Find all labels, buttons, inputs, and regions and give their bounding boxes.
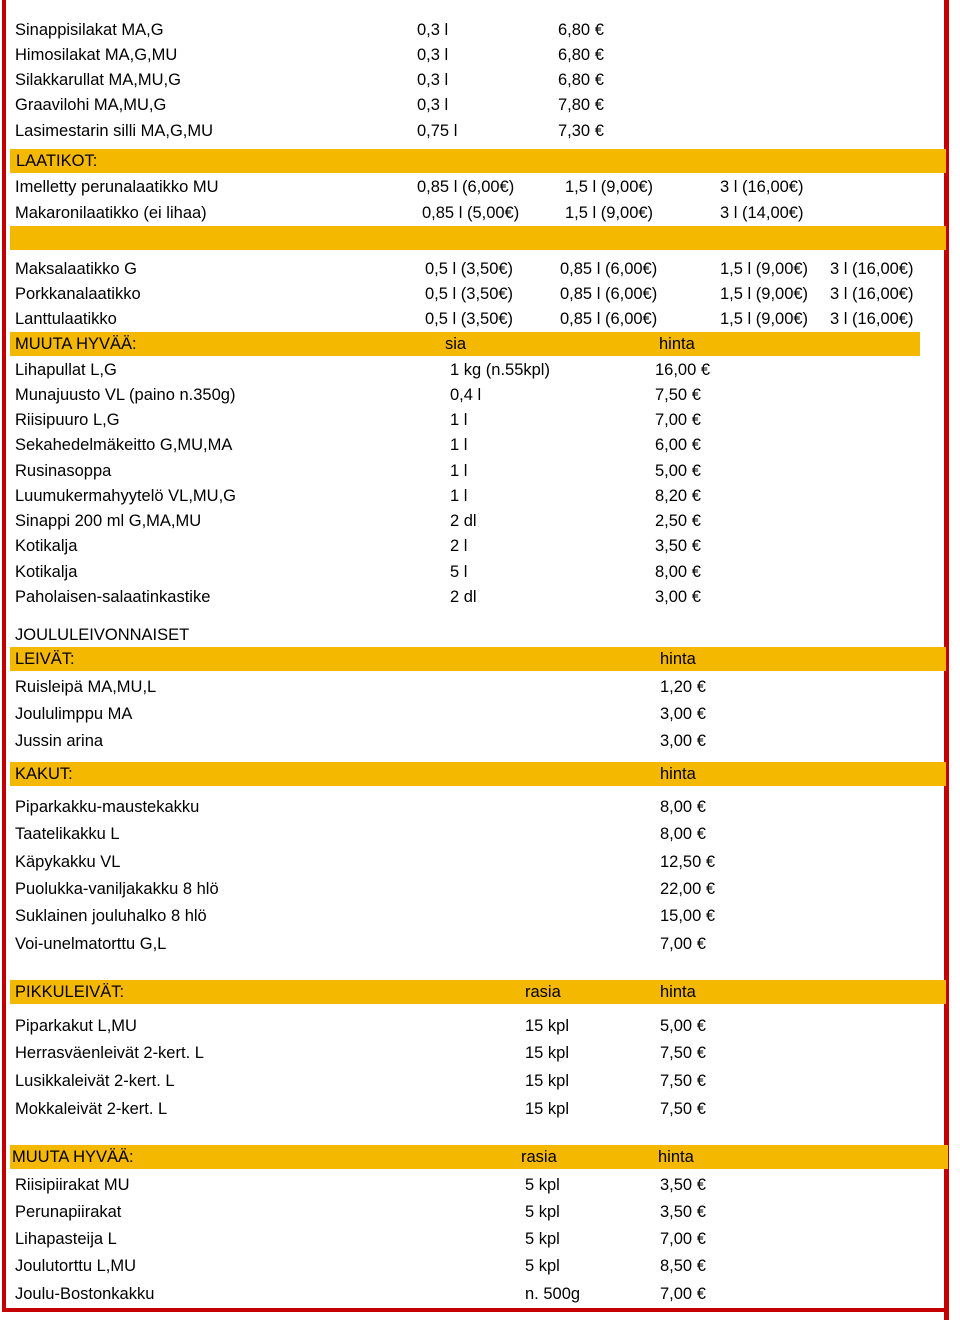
list-item xyxy=(0,201,960,225)
item-name: Lusikkaleivät 2-kert. L xyxy=(15,1072,175,1090)
section-header-muuta-hyvaa-2 xyxy=(10,1145,948,1169)
section-title: MUUTA HYVÄÄ: xyxy=(15,335,137,353)
item-size: 0,3 l xyxy=(417,46,449,64)
item-price: 8,20 € xyxy=(655,487,701,505)
item-size: 5 kpl xyxy=(525,1203,560,1221)
list-item xyxy=(0,1227,960,1251)
item-price: 3,50 € xyxy=(655,537,701,555)
item-size: 2 dl xyxy=(450,512,477,530)
section-header-kakut xyxy=(10,762,946,786)
item-size-price: 3 l (14,00€) xyxy=(720,204,804,222)
list-item xyxy=(0,702,960,726)
item-name: Taatelikakku L xyxy=(15,825,120,843)
item-price: 7,50 € xyxy=(660,1072,706,1090)
list-item xyxy=(0,534,960,558)
list-item xyxy=(0,1200,960,1224)
item-name: Imelletty perunalaatikko MU xyxy=(15,178,219,196)
list-item xyxy=(0,433,960,457)
list-item xyxy=(0,850,960,874)
list-item xyxy=(0,68,960,92)
item-size: 0,3 l xyxy=(417,96,449,114)
item-size: 1 l xyxy=(450,436,468,454)
list-item xyxy=(0,509,960,533)
item-name: Lihapasteija L xyxy=(15,1230,117,1248)
item-size: 1 l xyxy=(450,462,468,480)
item-size: 15 kpl xyxy=(525,1072,570,1090)
item-size-price: 0,85 l (6,00€) xyxy=(560,285,658,303)
item-name: Joululimppu MA xyxy=(15,705,133,723)
list-item xyxy=(0,282,960,306)
item-price: 6,00 € xyxy=(655,436,701,454)
list-item xyxy=(0,484,960,508)
section-title: JOULULEIVONNAISET xyxy=(15,626,190,644)
item-name: Silakkarullat MA,MU,G xyxy=(15,71,181,89)
item-name: Luumukermahyytelö VL,MU,G xyxy=(15,487,237,505)
item-size: 1 kg (n.55kpl) xyxy=(450,361,550,379)
item-price: 2,50 € xyxy=(655,512,701,530)
item-name: Kotikalja xyxy=(15,537,78,555)
section-title: KAKUT: xyxy=(15,765,73,783)
item-price: 3,50 € xyxy=(660,1203,706,1221)
item-size: 2 dl xyxy=(450,588,477,606)
list-item xyxy=(0,1041,960,1065)
section-title: PIKKULEIVÄT: xyxy=(15,983,125,1001)
item-name: Kotikalja xyxy=(15,563,78,581)
item-price: 3,00 € xyxy=(660,705,706,723)
item-price: 22,00 € xyxy=(660,880,716,898)
item-price: 7,50 € xyxy=(660,1100,706,1118)
list-item xyxy=(0,408,960,432)
item-price: 6,80 € xyxy=(558,21,604,39)
item-name: Lanttulaatikko xyxy=(15,310,117,328)
list-item xyxy=(0,43,960,67)
item-size-price: 0,5 l (3,50€) xyxy=(425,285,514,303)
item-price: 7,00 € xyxy=(660,1285,706,1303)
item-size-price: 1,5 l (9,00€) xyxy=(720,285,809,303)
item-price: 7,80 € xyxy=(558,96,604,114)
item-size: n. 500g xyxy=(525,1285,581,1303)
list-item xyxy=(0,932,960,956)
list-item xyxy=(0,459,960,483)
item-size: 15 kpl xyxy=(525,1044,570,1062)
item-price: 8,00 € xyxy=(655,563,701,581)
item-name: Jussin arina xyxy=(15,732,104,750)
item-price: 3,50 € xyxy=(660,1176,706,1194)
item-name: Joulu-Bostonkakku xyxy=(15,1285,155,1303)
item-size: 15 kpl xyxy=(525,1017,570,1035)
item-price: 5,00 € xyxy=(655,462,701,480)
item-price: 12,50 € xyxy=(660,853,716,871)
item-name: Herrasväenleivät 2-kert. L xyxy=(15,1044,204,1062)
column-header-price: hinta xyxy=(660,650,696,668)
item-price: 7,00 € xyxy=(660,935,706,953)
item-size: 5 kpl xyxy=(525,1176,560,1194)
item-name: Käpykakku VL xyxy=(15,853,121,871)
item-size: 5 kpl xyxy=(525,1257,560,1275)
item-price: 8,50 € xyxy=(660,1257,706,1275)
column-header-size: sia xyxy=(445,335,467,353)
item-size-price: 3 l (16,00€) xyxy=(830,285,914,303)
list-item xyxy=(0,307,960,331)
item-size: 0,75 l xyxy=(417,122,458,140)
item-name: Riisipiirakat MU xyxy=(15,1176,130,1194)
list-item xyxy=(0,119,960,143)
item-name: Lihapullat L,G xyxy=(15,361,117,379)
item-size: 0,4 l xyxy=(450,386,482,404)
item-size-price: 0,85 l (6,00€) xyxy=(560,310,658,328)
item-name: Ruisleipä MA,MU,L xyxy=(15,678,157,696)
item-price: 5,00 € xyxy=(660,1017,706,1035)
list-item xyxy=(0,1254,960,1278)
item-size: 1 l xyxy=(450,487,468,505)
column-header-price: hinta xyxy=(658,1148,694,1166)
item-name: Lasimestarin silli MA,G,MU xyxy=(15,122,214,140)
column-header-price: hinta xyxy=(660,765,696,783)
item-size-price: 1,5 l (9,00€) xyxy=(720,310,809,328)
item-name: Piparkakku-maustekakku xyxy=(15,798,200,816)
item-name: Voi-unelmatorttu G,L xyxy=(15,935,167,953)
item-size-price: 1,5 l (9,00€) xyxy=(720,260,809,278)
list-item xyxy=(0,1069,960,1093)
item-name: Himosilakat MA,G,MU xyxy=(15,46,178,64)
item-price: 8,00 € xyxy=(660,825,706,843)
list-item xyxy=(0,1014,960,1038)
item-price: 3,00 € xyxy=(655,588,701,606)
column-header-size: rasia xyxy=(521,1148,557,1166)
list-item xyxy=(0,1173,960,1197)
section-title: MUUTA HYVÄÄ: xyxy=(12,1148,134,1166)
list-item xyxy=(0,175,960,199)
item-name: Sekahedelmäkeitto G,MU,MA xyxy=(15,436,233,454)
list-item xyxy=(0,585,960,609)
item-name: Riisipuuro L,G xyxy=(15,411,120,429)
section-title: LEIVÄT: xyxy=(15,650,75,668)
red-frame-bottom-border xyxy=(2,1308,949,1312)
item-size: 0,3 l xyxy=(417,21,449,39)
section-header-pikkuleivat xyxy=(10,980,946,1004)
list-item xyxy=(0,795,960,819)
item-size-price: 0,85 l (6,00€) xyxy=(417,178,515,196)
list-item xyxy=(0,1097,960,1121)
item-name: Suklainen jouluhalko 8 hlö xyxy=(15,907,207,925)
list-item xyxy=(0,729,960,753)
list-item xyxy=(0,560,960,584)
item-size-price: 3 l (16,00€) xyxy=(830,260,914,278)
item-price: 6,80 € xyxy=(558,46,604,64)
item-price: 7,30 € xyxy=(558,122,604,140)
item-size-price: 0,5 l (3,50€) xyxy=(425,260,514,278)
item-name: Graavilohi MA,MU,G xyxy=(15,96,167,114)
item-price: 3,00 € xyxy=(660,732,706,750)
item-size: 5 l xyxy=(450,563,468,581)
item-name: Joulutorttu L,MU xyxy=(15,1257,137,1275)
item-name: Sinappisilakat MA,G xyxy=(15,21,164,39)
list-item xyxy=(0,1282,960,1306)
list-item xyxy=(0,675,960,699)
item-name: Puolukka-vaniljakakku 8 hlö xyxy=(15,880,219,898)
item-size: 5 kpl xyxy=(525,1230,560,1248)
column-header-size: rasia xyxy=(525,983,561,1001)
item-price: 7,50 € xyxy=(660,1044,706,1062)
list-item xyxy=(0,257,960,281)
item-size-price: 1,5 l (9,00€) xyxy=(565,178,654,196)
item-name: Piparkakut L,MU xyxy=(15,1017,137,1035)
item-name: Maksalaatikko G xyxy=(15,260,137,278)
section-header-laatikot xyxy=(10,149,946,173)
item-price: 7,00 € xyxy=(655,411,701,429)
column-header-price: hinta xyxy=(660,983,696,1001)
section-title-row xyxy=(0,623,960,647)
item-name: Paholaisen-salaatinkastike xyxy=(15,588,211,606)
item-name: Perunapiirakat xyxy=(15,1203,122,1221)
column-header-price: hinta xyxy=(659,335,695,353)
item-price: 6,80 € xyxy=(558,71,604,89)
list-item xyxy=(0,18,960,42)
item-size-price: 3 l (16,00€) xyxy=(720,178,804,196)
item-size-price: 0,85 l (6,00€) xyxy=(560,260,658,278)
item-name: Munajuusto VL (paino n.350g) xyxy=(15,386,236,404)
item-name: Porkkanalaatikko xyxy=(15,285,141,303)
item-size-price: 0,5 l (3,50€) xyxy=(425,310,514,328)
item-name: Makaronilaatikko (ei lihaa) xyxy=(15,204,207,222)
item-price: 7,00 € xyxy=(660,1230,706,1248)
item-size-price: 0,85 l (5,00€) xyxy=(422,204,520,222)
list-item xyxy=(0,822,960,846)
item-name: Mokkaleivät 2-kert. L xyxy=(15,1100,168,1118)
section-title: LAATIKOT: xyxy=(16,152,98,170)
item-price: 15,00 € xyxy=(660,907,716,925)
item-name: Sinappi 200 ml G,MA,MU xyxy=(15,512,202,530)
item-size: 1 l xyxy=(450,411,468,429)
section-header-muuta-hyvaa xyxy=(10,332,920,356)
item-price: 16,00 € xyxy=(655,361,711,379)
item-size: 0,3 l xyxy=(417,71,449,89)
list-item xyxy=(0,383,960,407)
item-size-price: 3 l (16,00€) xyxy=(830,310,914,328)
list-item xyxy=(0,904,960,928)
item-size: 15 kpl xyxy=(525,1100,570,1118)
list-item xyxy=(0,358,960,382)
item-price: 1,20 € xyxy=(660,678,706,696)
section-header-leivat xyxy=(10,647,946,671)
list-item xyxy=(0,877,960,901)
item-size: 2 l xyxy=(450,537,468,555)
item-size-price: 1,5 l (9,00€) xyxy=(565,204,654,222)
item-name: Rusinasoppa xyxy=(15,462,112,480)
item-price: 8,00 € xyxy=(660,798,706,816)
item-price: 7,50 € xyxy=(655,386,701,404)
section-separator-band xyxy=(10,226,946,250)
list-item xyxy=(0,93,960,117)
